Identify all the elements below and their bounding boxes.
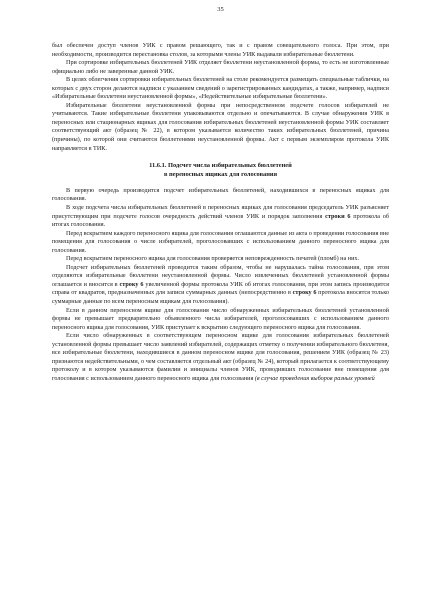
bold-text: строку 6 (292, 289, 317, 297)
section-heading-line: в переносных ящиках для голосования (163, 170, 278, 178)
paragraph: Если в данном переносном ящике для голосования число обнаруженных избирательных бюллетеней установленной формы не превышает предварительно объявленного числа избирателей, проголосовавших с использованием данного переносного ящика для голосования, УИК приступает к вскрытию следующего переносного ящика для голосования. (52, 306, 389, 331)
paragraph: Перед вскрытием переносного ящика для голосования проверяется неповрежденность печатей (пломб) на них. (66, 255, 360, 263)
text-run: Если число обнаруженных в соответствующем переносном ящике для голосования избирательных бюллетеней установленной формы превышает число заявлений избирателей, содержащих отметку о получении избирательного бюллетеня, все избирательные бюллетени, находившиеся в данном переносном ящике для голосования, решением УИК (образец № 23) признаются недействительными, о чем составляется отдельный акт (образец № 24), который прилагается к соответствующему протоколу и в котором указываются фамилии и инициалы членов УИК, проводивших голосование вне помещения для голосования с использованием данного переносного ящика для голосования (52, 332, 389, 382)
paragraph: Избирательные бюллетени неустановленной формы при непосредственном подсчете голосов избирателей не учитываются. Такие избирательные бюллетени упаковываются отдельно и опечатываются. В случае обнаружения УИК в переносных или стационарных ящиках для голосования избирательных бюллетеней неустановленной формы УИК составляет соответствующий акт (образец № 22), в котором указывается количество таких избирательных бюллетеней, причина (причины), по которой они считаются бюллетенями неустановленной формы. Акт с первым экземпляром протокола УИК направляется в ТИК. (52, 101, 389, 152)
section-heading (52, 162, 389, 179)
bold-text: строку 6 (119, 280, 144, 288)
text-run: В ходе подсчета числа избирательных бюллетеней в переносных ящиках для голосования председатель УИК разъясняет присутствующим при подсчете голосов очередность действий членов УИК и порядок заполнения (52, 204, 389, 220)
paragraph: В первую очередь производится подсчет избирательных бюллетеней, находившихся в переносных ящиках для голосования. (52, 186, 389, 203)
paragraph (52, 264, 389, 307)
paragraph: был обеспечен доступ членов УИК с правом решающего, так и с правом совещательного голоса. При этом, при необходимости, производится перестановка столов, за которыми члены УИК выдавали избирательные бюллетени. (52, 42, 389, 58)
paragraph (52, 204, 389, 230)
page-number: 35 (217, 6, 224, 13)
text-run: Подсчет избирательных бюллетеней проводится таким образом, чтобы не нарушалась тайна голосования, при этом отделяются избирательные бюллетени неустановленной формы. Число извлеченных бюллетеней установленной формы оглашается и вносится в (52, 263, 389, 288)
paragraph: В целях облегчения сортировки избирательных бюллетеней на столе рекомендуется размещать специальные таблички, на которых с двух сторон делаются надписи с указанием сведений о зарегистрированных кандидатах, а также, например, надписи «Избирательные бюллетени неустановленной формы», «Недействительные избирательные бюллетени». (52, 76, 389, 101)
text-run: протокола об итогах голосования. (52, 212, 389, 229)
bold-text: строки 6 (325, 212, 351, 220)
text-run: увеличенной формы протокола УИК об итогах голосования, при этом запись производится справа от квадратов, предназначенных для записи суммарных данных (непосредственно в (52, 280, 390, 297)
text-run: протокола вносятся только суммарные данные по всем переносным ящикам для голосования). (52, 289, 389, 306)
paragraph: При сортировке избирательных бюллетеней УИК отделяет бюллетени неустановленной формы, то есть не изготовленные официально либо не заверенные данной УИК. (52, 59, 389, 75)
paragraph (52, 332, 389, 383)
paragraph: Перед вскрытием каждого переносного ящика для голосования оглашаются данные из акта о проведении голосования вне помещения для голосования о числе избирателей, проголосовавших с использованием данного переносного ящика для голосования. (52, 229, 389, 254)
italic-text: (в случае проведения выборов разных уровней (254, 374, 375, 382)
section-heading-line: 11.6.1. Подсчет числа избирательных бюллетеней (149, 162, 292, 170)
